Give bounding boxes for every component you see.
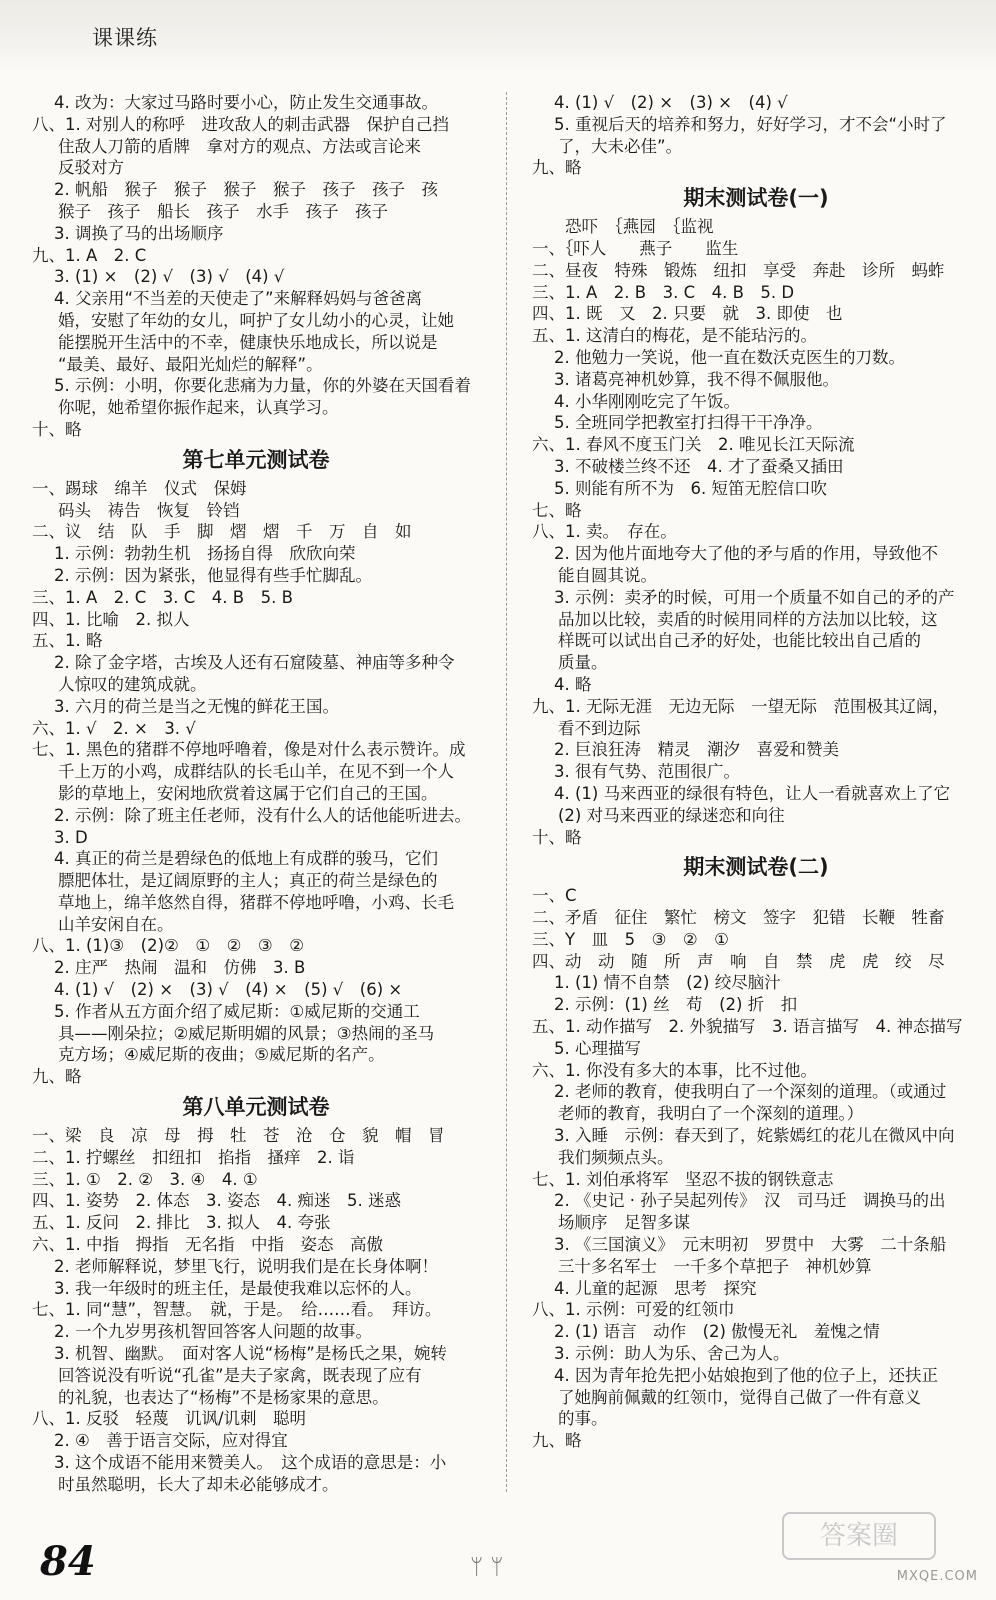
answer-line: 三、1. A 2. C 3. C 4. B 5. B bbox=[32, 587, 293, 607]
answer-line: 3. 诸葛亮神机妙算，我不得不佩服他。 bbox=[554, 369, 839, 389]
answer-line: 2. 《史记 · 孙子吴起列传》 汉 司马迁 调换马的出 bbox=[554, 1191, 946, 1211]
answer-line: 九、略 bbox=[532, 1431, 582, 1451]
answer-line: 5. 作者从五方面介绍了威尼斯：①威尼斯的交通工 bbox=[54, 1001, 420, 1021]
answer-line: 2. (1) 语言 动作 (2) 傲慢无礼 羞愧之情 bbox=[554, 1322, 880, 1342]
section-heading: 第七单元测试卷 bbox=[182, 447, 330, 472]
answer-line: 九、1. A 2. C bbox=[32, 245, 147, 265]
answer-line: 五、1. 略 bbox=[32, 631, 103, 651]
answer-line: 3. 我一年级时的班主任，是最使我难以忘怀的人。 bbox=[54, 1278, 422, 1298]
answer-line: 了，大未必佳”。 bbox=[558, 136, 683, 156]
footer-decoration: ᛘ ᛘ bbox=[470, 1555, 504, 1580]
answer-column-right bbox=[532, 92, 980, 1452]
answer-line: 七、1. 刘伯承将军 坚忍不拔的钢铁意志 bbox=[532, 1169, 834, 1189]
answer-line: 2. 巨浪狂涛 精灵 潮汐 喜爱和赞美 bbox=[554, 740, 839, 760]
answer-line: 的礼貌，也表达了“杨梅”不是杨家果的意思。 bbox=[58, 1387, 389, 1407]
answer-line: 能自圆其说。 bbox=[558, 565, 657, 585]
answer-line: 回答说没有听说“孔雀”是夫子家禽，既表现了应有 bbox=[58, 1365, 422, 1385]
answer-line: 5. 心理描写 bbox=[554, 1038, 641, 1058]
answer-line: 品加以比较，卖盾的时候用同样的方法加以比较，这 bbox=[558, 609, 938, 629]
answer-line: 九、略 bbox=[32, 1067, 82, 1087]
answer-line: 一、C bbox=[532, 886, 577, 906]
answer-line: 的事。 bbox=[558, 1409, 608, 1429]
answer-line: 八、1. (1)③ (2)② ① ② ③ ② bbox=[32, 936, 304, 956]
answer-line: 四、动 动 随 所 声 响 自 禁 虎 虎 绞 尽 bbox=[532, 951, 945, 971]
answer-line: 三、1. ① 2. ② 3. ④ 4. ① bbox=[32, 1169, 258, 1189]
answer-line: 2. 除了金字塔，古埃及人还有石窟陵墓、神庙等多种令 bbox=[54, 653, 455, 673]
answer-line: 二、1. 拧螺丝 扣纽扣 掐指 搔痒 2. 诣 bbox=[32, 1147, 355, 1167]
answer-line: 一、梁 良 凉 母 拇 牡 苍 沧 仓 貌 帽 冒 bbox=[32, 1126, 445, 1146]
answer-line: 3. 《三国演义》 元末明初 罗贯中 大雾 二十条船 bbox=[554, 1235, 947, 1255]
answer-line: 我们频频点头。 bbox=[558, 1147, 674, 1167]
answer-line: 三、Y 皿 5 ③ ② ① bbox=[532, 929, 729, 949]
answer-line: 码头 祷告 恢复 铃铛 bbox=[58, 500, 240, 520]
answer-line: 三、1. A 2. B 3. C 4. B 5. D bbox=[532, 282, 795, 302]
answer-line: 六、1. √ 2. × 3. √ bbox=[32, 718, 196, 738]
answer-line: 3. 入睡 示例：春天到了，姹紫嫣红的花儿在微风中向 bbox=[554, 1126, 955, 1146]
answer-line: 5. 重视后天的培养和努力，好好学习，才不会“小时了 bbox=[554, 114, 947, 134]
answer-line: 4. 父亲用“不当差的天使走了”来解释妈妈与爸爸离 bbox=[54, 289, 423, 309]
answer-line: 四、1. 比喻 2. 拟人 bbox=[32, 609, 190, 629]
answer-line: 4. 小华刚刚吃完了午饭。 bbox=[554, 391, 740, 411]
answer-line: “最美、最好、最阳光灿烂的解释”。 bbox=[58, 354, 323, 374]
answer-column-left bbox=[32, 92, 480, 1496]
answer-line: (2) 对马来西亚的绿迷恋和向往 bbox=[558, 805, 785, 825]
section-heading: 期末测试卷(一) bbox=[683, 186, 829, 211]
section-heading: 第八单元测试卷 bbox=[182, 1095, 330, 1120]
answer-line: 八、1. 对别人的称呼 进攻敌人的刺击武器 保护自己挡 bbox=[32, 114, 449, 134]
answer-line: 5. 全班同学把教室打扫得干干净净。 bbox=[554, 413, 823, 433]
answer-line: 3. 六月的荷兰是当之无愧的鲜花王国。 bbox=[54, 696, 339, 716]
answer-line: 4. (1) √ (2) × (3) √ (4) × (5) √ (6) × bbox=[54, 980, 403, 1000]
answer-line: 一、踢球 绵羊 仪式 保姆 bbox=[32, 478, 247, 498]
answer-line: 时虽然聪明，长大了却未必能够成才。 bbox=[58, 1474, 339, 1494]
answer-line: 3. 不破楼兰终不还 4. 才了蚕桑又插田 bbox=[554, 456, 844, 476]
answer-line: 六、1. 你没有多大的本事，比不过他。 bbox=[532, 1060, 817, 1080]
answer-line: 八、1. 示例：可爱的红领巾 bbox=[532, 1300, 735, 1320]
page-number: 84 bbox=[40, 1538, 96, 1585]
answer-line: 八、1. 卖。 存在。 bbox=[532, 522, 677, 542]
answer-line: 能摆脱开生活中的不幸，健康快乐地成长，所以说是 bbox=[58, 332, 438, 352]
answer-line: 七、1. 同“慧”，智慧。 就，于是。 给……看。 拜访。 bbox=[32, 1300, 442, 1320]
answer-line: 2. 老师解释说，梦里飞行，说明我们是在长身体啊！ bbox=[54, 1256, 438, 1276]
answer-line: 住敌人刀箭的盾牌 拿对方的观点、方法或言论来 bbox=[58, 136, 421, 156]
answer-line: 影的草地上，安闲地欣赏着这属于它们自己的王国。 bbox=[58, 783, 438, 803]
column-divider bbox=[506, 92, 507, 1492]
answer-line: 六、1. 春风不度玉门关 2. 唯见长江天际流 bbox=[532, 435, 855, 455]
answer-line: 2. 庄严 热闹 温和 仿佛 3. B bbox=[54, 958, 306, 978]
answer-line: 你呢，她希望你振作起来，认真学习。 bbox=[58, 398, 339, 418]
watermark-text: MXQE.COM bbox=[896, 1569, 978, 1584]
answer-line: 八、1. 反驳 轻蔑 讥讽/讥刺 聪明 bbox=[32, 1409, 307, 1429]
answer-line: 2. 因为他片面地夸大了他的矛与盾的作用，导致他不 bbox=[554, 544, 938, 564]
answer-line: 克方场；④威尼斯的夜曲；⑤威尼斯的名产。 bbox=[58, 1045, 385, 1065]
answer-line: 四、1. 既 又 2. 只要 就 3. 即使 也 bbox=[532, 304, 843, 324]
answer-line: 三十多名军士 一千多个草把子 神机妙算 bbox=[558, 1256, 872, 1276]
answer-line: 1. (1) 情不自禁 (2) 绞尽脑汁 bbox=[554, 973, 781, 993]
answer-line: 4. 儿童的起源 思考 探究 bbox=[554, 1278, 757, 1298]
answer-line: 十、略 bbox=[532, 827, 582, 847]
answer-line: 2. 帆船 猴子 猴子 猴子 猴子 孩子 孩子 孩 bbox=[54, 180, 438, 200]
answer-line: 3. (1) × (2) √ (3) √ (4) √ bbox=[54, 267, 285, 287]
answer-line: 2. 老师的教育，使我明白了一个深刻的道理。（或通过 bbox=[554, 1082, 947, 1102]
answer-line: 反驳对方 bbox=[58, 158, 124, 178]
answer-line: 3. 示例：助人为乐、舍己为人。 bbox=[554, 1344, 790, 1364]
answer-line: 2. 一个九岁男孩机智回答客人问题的故事。 bbox=[54, 1322, 372, 1342]
answer-line: 千上万的小鸡，成群结队的长毛山羊，在见不到一个人 bbox=[58, 762, 454, 782]
answer-line: 3. 机智、幽默。 面对客人说“杨梅”是杨氏之果，婉转 bbox=[54, 1344, 447, 1364]
answer-line: 5. 示例：小明，你要化悲痛为力量，你的外婆在天国看着 bbox=[54, 376, 471, 396]
answer-line: 4. 真正的荷兰是碧绿色的低地上有成群的骏马，它们 bbox=[54, 849, 438, 869]
answer-line: 4. 改为：大家过马路时要小心，防止发生交通事故。 bbox=[54, 93, 438, 112]
answer-line: 具——刚朵拉；②威尼斯明媚的风景；③热闹的圣马 bbox=[58, 1023, 435, 1043]
book-title: 课课练 bbox=[92, 26, 158, 50]
answer-line: 2. 示例：因为紧张，他显得有些手忙脚乱。 bbox=[54, 565, 372, 585]
answer-line: 九、1. 无际无涯 无边无际 一望无际 范围极其辽阔， bbox=[532, 696, 949, 716]
answer-line: 七、略 bbox=[532, 500, 582, 520]
answer-line: 3. 调换了马的出场顺序 bbox=[54, 223, 224, 243]
answer-line: 2. 示例：(1) 丝 苟 (2) 折 扣 bbox=[554, 995, 798, 1015]
answer-line: 2. ④ 善于语言交际，应对得宜 bbox=[54, 1431, 288, 1451]
answer-line: 二、昼夜 特殊 锻炼 纽扣 享受 奔赴 诊所 蚂蚱 bbox=[532, 260, 945, 280]
answer-line: 3. 很有气势、范围很广。 bbox=[554, 762, 740, 782]
answer-line: 五、1. 反问 2. 排比 3. 拟人 4. 夸张 bbox=[32, 1213, 331, 1233]
answer-line: 看不到边际 bbox=[558, 718, 641, 738]
answer-line: 二、议 结 队 手 脚 熠 熠 千 万 自 如 bbox=[32, 522, 412, 542]
answer-line: 4. (1) 马来西亚的绿很有特色，让人一看就喜欢上了它 bbox=[554, 783, 951, 803]
answer-line: 1. 示例：勃勃生机 扬扬自得 欣欣向荣 bbox=[54, 544, 356, 564]
section-heading: 期末测试卷(二) bbox=[683, 855, 829, 880]
answer-line: 七、1. 黑色的猪群不停地呼噜着，像是对什么表示赞许。成 bbox=[32, 740, 466, 760]
answer-line: 恐吓 ｛燕园 ｛监视 bbox=[532, 217, 714, 237]
answer-line: 老师的教育，我明白了一个深刻的道理。） bbox=[558, 1104, 864, 1124]
answer-line: 二、矛盾 征住 繁忙 榜文 签字 犯错 长鞭 牲畜 bbox=[532, 908, 945, 928]
answer-line: 五、1. 动作描写 2. 外貌描写 3. 语言描写 4. 神态描写 bbox=[532, 1017, 963, 1037]
answer-line: 六、1. 中指 拇指 无名指 中指 姿态 高傲 bbox=[32, 1235, 383, 1255]
answer-line: 草地上，绵羊悠然自得，猪群不停地呼噜，小鸡、长毛 bbox=[58, 892, 454, 912]
answer-line: 了她胸前佩戴的红领巾，觉得自己做了一件有意义 bbox=[558, 1387, 921, 1407]
answer-line: 样既可以试出自己矛的好处，也能比较出自己盾的 bbox=[558, 631, 921, 651]
answer-line: 婚，安慰了年幼的女儿，呵护了女儿幼小的心灵，让她 bbox=[58, 310, 454, 330]
answer-line: 2. 他勉力一笑说，他一直在数沃克医生的刀数。 bbox=[554, 347, 905, 367]
watermark-seal: 答案圈 bbox=[782, 1512, 936, 1560]
answer-line: 膘肥体壮，是辽阔原野的主人；真正的荷兰是绿色的 bbox=[58, 871, 438, 891]
answer-line: 4. (1) √ (2) × (3) × (4) √ bbox=[554, 93, 788, 112]
answer-line: 3. 这个成语不能用来赞美人。 这个成语的意思是：小 bbox=[54, 1453, 447, 1473]
answer-line: 3. D bbox=[54, 827, 88, 847]
answer-line: 山羊安闲自在。 bbox=[58, 914, 174, 934]
answer-line: 4. 因为青年抢先把小姑娘抱到了他的位子上，还扶正 bbox=[554, 1365, 938, 1385]
answer-line: 质量。 bbox=[558, 653, 608, 673]
answer-line: 5. 则能有所不为 6. 短笛无腔信口吹 bbox=[554, 478, 827, 498]
answer-line: 猴子 孩子 船长 孩子 水手 孩子 孩子 bbox=[58, 201, 388, 221]
answer-line: 一、｛吓人 燕子 监生 bbox=[532, 238, 739, 258]
answer-line: 九、略 bbox=[532, 158, 582, 178]
answer-line: 四、1. 姿势 2. 体态 3. 姿态 4. 痴迷 5. 迷惑 bbox=[32, 1191, 401, 1211]
answer-line: 十、略 bbox=[32, 419, 82, 439]
answer-line: 五、1. 这清白的梅花，是不能玷污的。 bbox=[532, 326, 817, 346]
answer-line: 2. 示例：除了班主任老师，没有什么人的话他能听进去。 bbox=[54, 805, 471, 825]
answer-line: 场顺序 足智多谋 bbox=[558, 1213, 690, 1233]
answer-line: 人惊叹的建筑成就。 bbox=[58, 674, 207, 694]
answer-line: 4. 略 bbox=[554, 674, 592, 694]
page-header bbox=[0, 0, 996, 70]
answer-line: 3. 示例：卖矛的时候，可用一个质量不如自己的矛的产 bbox=[554, 587, 955, 607]
